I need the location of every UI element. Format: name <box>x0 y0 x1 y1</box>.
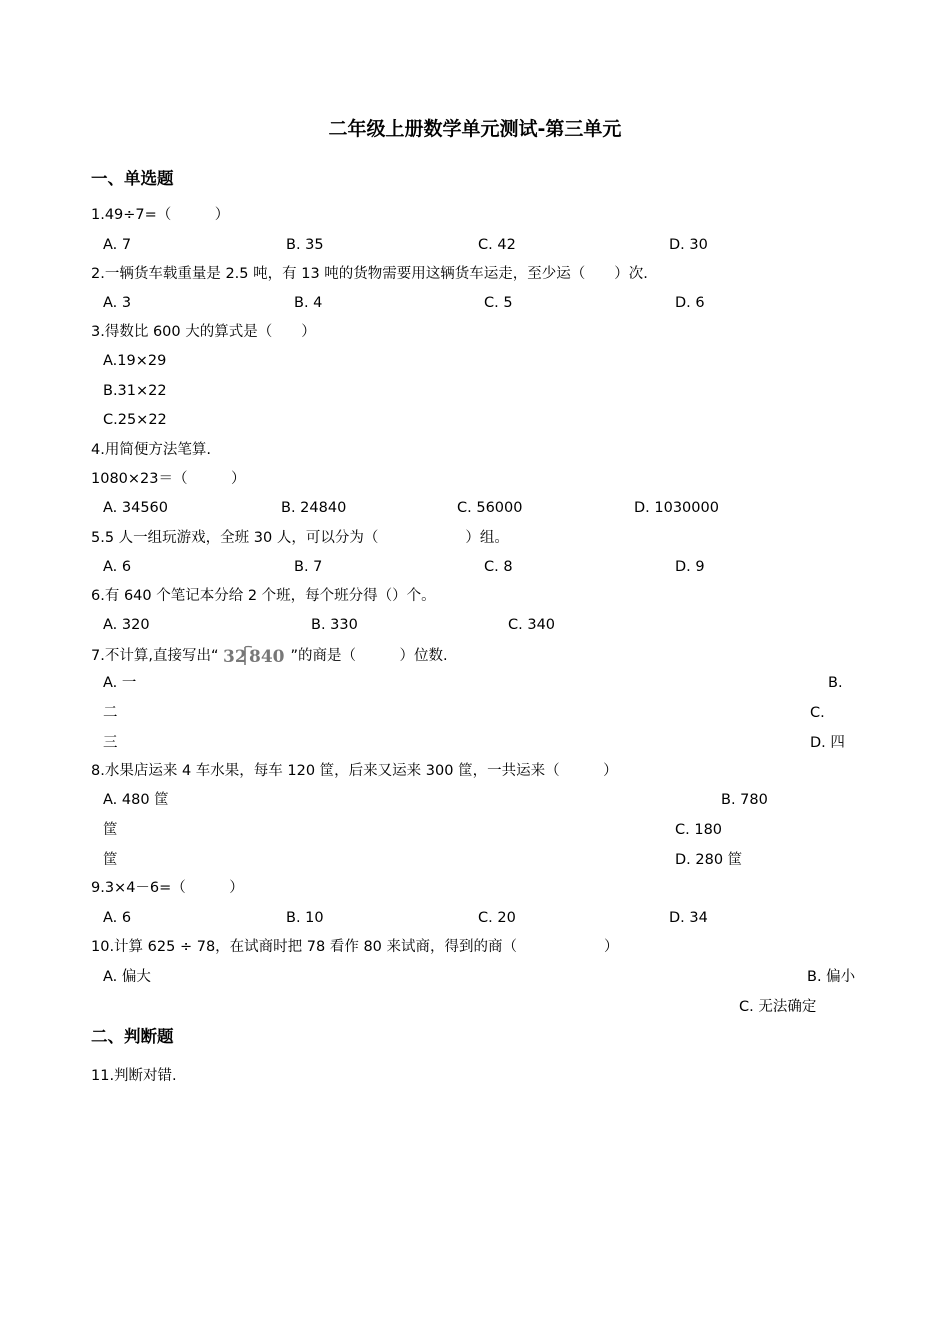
question-7-stem-suffix: ”的商是（ ）位数. <box>290 648 448 664</box>
question-7-option-c-text[interactable]: 三 <box>103 735 118 751</box>
question-6-option-c[interactable]: C. 340 <box>508 617 556 633</box>
question-1-option-b[interactable]: B. 35 <box>286 237 324 253</box>
long-division-image <box>222 645 286 667</box>
question-2-option-c[interactable]: C. 5 <box>484 295 513 311</box>
question-9-option-c[interactable]: C. 20 <box>478 910 516 926</box>
question-8-option-d[interactable]: D. 280 筐 <box>675 852 743 868</box>
section-heading-single-choice: 一、单选题 <box>91 169 174 188</box>
question-4-stem: 4.用简便方法笔算. <box>91 442 211 458</box>
long-division-dividend: 840 <box>249 647 285 667</box>
question-1-option-d[interactable]: D. 30 <box>669 237 708 253</box>
question-3-option-c[interactable]: C.25×22 <box>103 412 167 428</box>
question-9-option-a[interactable]: A. 6 <box>103 910 132 926</box>
question-7-stem <box>91 645 448 667</box>
question-3-stem: 3.得数比 600 大的算式是（ ） <box>91 324 316 340</box>
question-2-option-a[interactable]: A. 3 <box>103 295 132 311</box>
question-7-stem-prefix: 7.不计算,直接写出“ <box>91 648 219 664</box>
question-10-option-c[interactable]: C. 无法确定 <box>739 999 817 1015</box>
section-heading-true-false: 二、判断题 <box>91 1027 174 1046</box>
long-division-divisor: 32 <box>223 647 248 667</box>
question-1-option-c[interactable]: C. 42 <box>478 237 516 253</box>
question-4-expression: 1080×23＝（ ） <box>91 471 246 487</box>
question-4-option-d[interactable]: D. 1030000 <box>634 500 719 516</box>
question-2-option-b[interactable]: B. 4 <box>294 295 323 311</box>
question-8-option-a[interactable]: A. 480 筐 <box>103 792 169 808</box>
question-5-option-b[interactable]: B. 7 <box>294 559 323 575</box>
question-1-option-a[interactable]: A. 7 <box>103 237 132 253</box>
question-11-stem: 11.判断对错. <box>91 1068 177 1084</box>
question-8-option-b-text[interactable]: 筐 <box>103 822 118 838</box>
question-5-stem: 5.5 人一组玩游戏，全班 30 人，可以分为（ ）组。 <box>91 530 509 546</box>
question-2-option-d[interactable]: D. 6 <box>675 295 705 311</box>
question-8-option-c-label[interactable]: C. 180 <box>675 822 723 838</box>
question-7-option-a[interactable]: A. 一 <box>103 675 137 691</box>
question-6-option-b[interactable]: B. 330 <box>311 617 358 633</box>
question-8-stem: 8.水果店运来 4 车水果，每车 120 筐，后来又运来 300 筐，一共运来（ ） <box>91 763 618 779</box>
question-6-stem: 6.有 640 个笔记本分给 2 个班，每个班分得（）个。 <box>91 588 436 604</box>
question-7-option-b-text[interactable]: 二 <box>103 705 118 721</box>
question-9-stem: 9.3×4－6=（ ） <box>91 880 244 896</box>
question-7-option-d[interactable]: D. 四 <box>810 735 845 751</box>
question-9-option-b[interactable]: B. 10 <box>286 910 324 926</box>
question-7-option-b-label[interactable]: B. <box>828 675 843 691</box>
question-10-option-a[interactable]: A. 偏大 <box>103 969 151 985</box>
question-3-option-a[interactable]: A.19×29 <box>103 353 167 369</box>
question-10-option-b[interactable]: B. 偏小 <box>807 969 856 985</box>
question-5-option-a[interactable]: A. 6 <box>103 559 132 575</box>
question-9-option-d[interactable]: D. 34 <box>669 910 708 926</box>
question-1-stem: 1.49÷7=（ ） <box>91 207 230 223</box>
question-8-option-c-text[interactable]: 筐 <box>103 852 118 868</box>
question-4-option-a[interactable]: A. 34560 <box>103 500 169 516</box>
question-3-option-b[interactable]: B.31×22 <box>103 383 167 399</box>
question-2-stem: 2.一辆货车载重量是 2.5 吨，有 13 吨的货物需要用这辆货车运走，至少运（ ）次. <box>91 266 648 282</box>
question-5-option-d[interactable]: D. 9 <box>675 559 705 575</box>
question-8-option-b-label[interactable]: B. 780 <box>721 792 768 808</box>
question-10-stem: 10.计算 625 ÷ 78，在试商时把 78 看作 80 来试商，得到的商（ ） <box>91 939 619 955</box>
question-5-option-c[interactable]: C. 8 <box>484 559 513 575</box>
question-4-option-c[interactable]: C. 56000 <box>457 500 523 516</box>
question-6-option-a[interactable]: A. 320 <box>103 617 150 633</box>
question-4-option-b[interactable]: B. 24840 <box>281 500 347 516</box>
page-title: 二年级上册数学单元测试-第三单元 <box>328 118 622 140</box>
question-7-option-c-label[interactable]: C. <box>810 705 825 721</box>
